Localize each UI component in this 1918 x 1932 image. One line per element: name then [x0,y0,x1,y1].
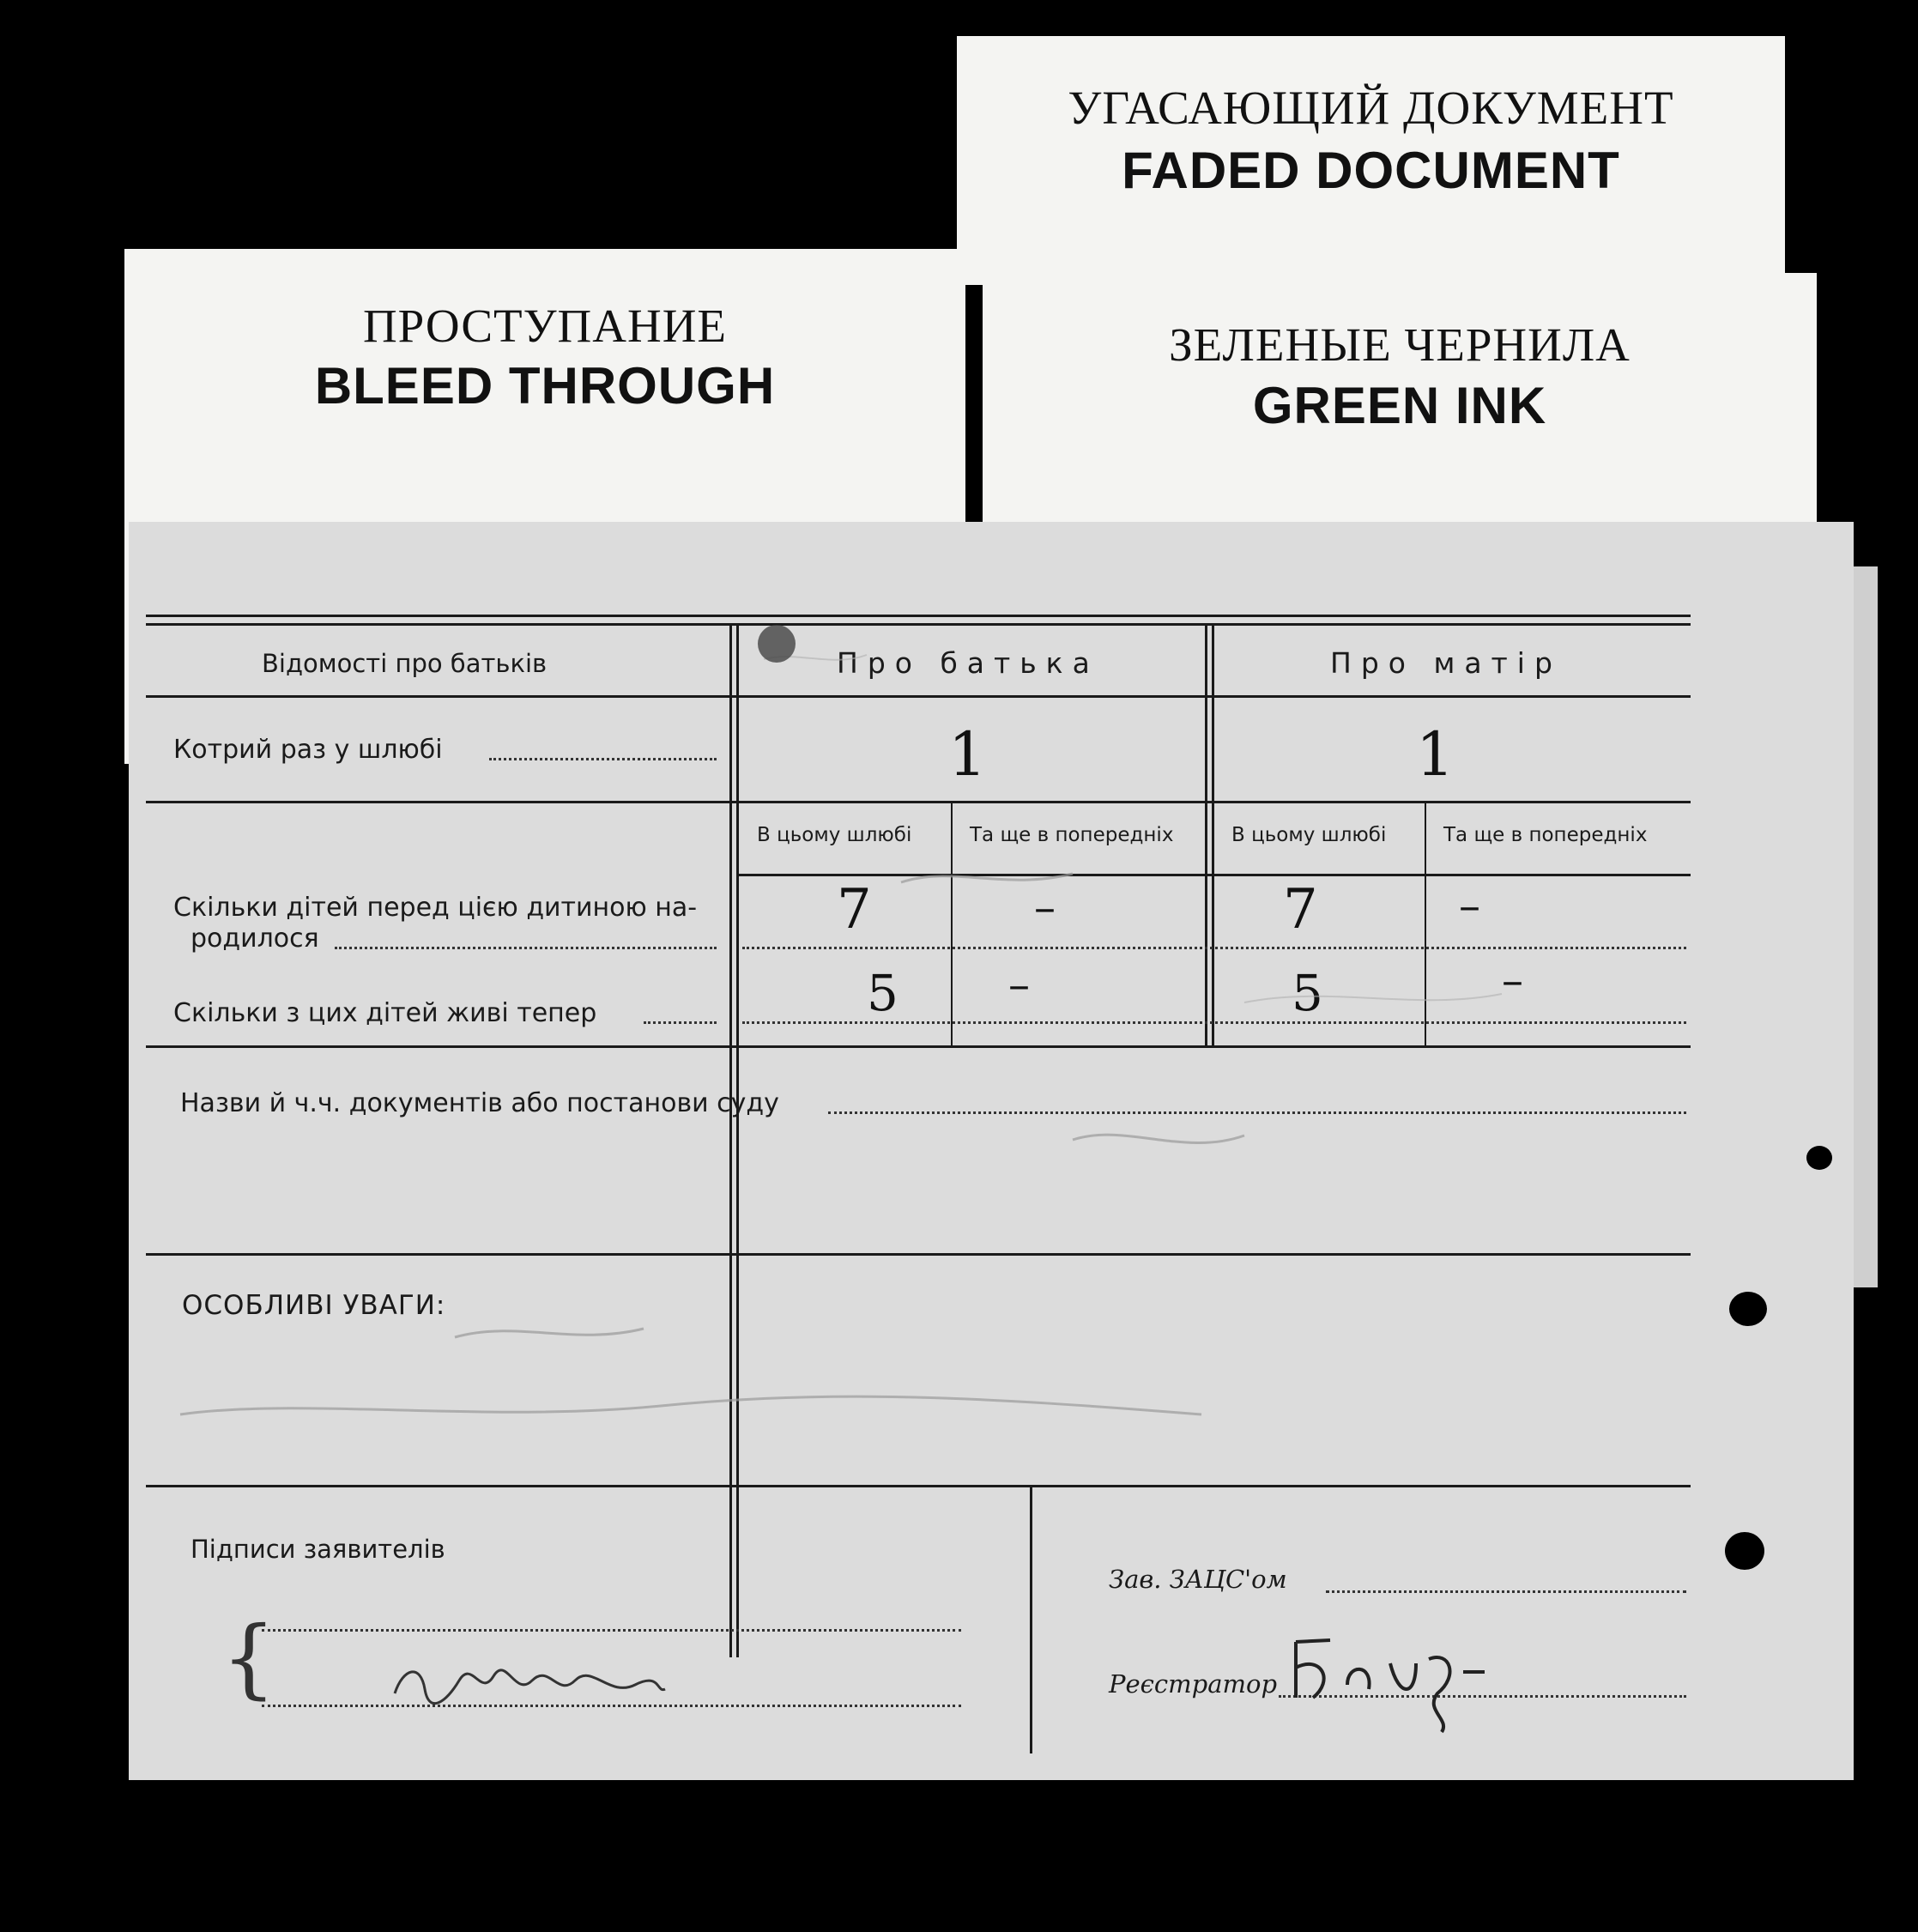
punch-hole [1725,1532,1764,1570]
registrar-label: Реєстратор [1109,1669,1278,1699]
subheader-mother-previous: Та ще в попередніх [1443,824,1648,846]
father-children-born-previous: – [1034,882,1056,932]
applicant-signature [386,1650,669,1715]
header-mother: Про матір [1330,646,1562,680]
label-ru: ПРОСТУПАНИЕ [362,300,728,352]
label-ru: УГАСАЮЩИЙ ДОКУМЕНТ [1068,82,1674,134]
marriage-count-label: Котрий раз у шлюбі [173,735,443,765]
form-sheet [129,522,1854,1780]
label-en: BLEED THROUGH [314,357,776,415]
mother-marriage-count: 1 [1416,719,1455,790]
documents-label: Назви й ч.ч. документів або постанови суду [180,1088,779,1118]
children-alive-label: Скільки з цих дітей живі тепер [173,998,597,1028]
subheader-father-previous: Та ще в попередніх [970,824,1174,846]
registrar-signature [1279,1616,1510,1736]
special-notes-label: ОСОБЛИВІ УВАГИ: [182,1290,446,1321]
punch-hole [1729,1292,1767,1326]
label-card-green-ink [983,273,1817,556]
label-en: GREEN INK [1252,377,1547,434]
label-ru: ЗЕЛЕНЫЕ ЧЕРНИЛА [1169,318,1631,371]
zags-head-label: Зав. ЗАЦС'ом [1109,1565,1287,1594]
subheader-father-in-marriage: В цьому шлюбі [757,824,912,846]
label-card-faded [957,36,1785,285]
punch-hole [1806,1146,1832,1170]
father-children-alive-previous: – [1008,960,1030,1009]
father-children-alive-in-marriage: 5 [867,964,898,1022]
signature-divider [1030,1487,1032,1753]
brace: { [221,1608,276,1708]
applicant-signatures-label: Підписи заявителів [191,1535,445,1564]
mother-children-born-in-marriage: 7 [1283,878,1318,942]
father-children-born-in-marriage: 7 [837,878,872,942]
header-father: Про батька [837,646,1099,680]
children-born-label-line2: родилося [191,924,319,954]
mother-children-born-previous: – [1459,881,1480,930]
subheader-mother-in-marriage: В цьому шлюбі [1231,824,1387,846]
mother-children-alive-in-marriage: 5 [1292,964,1323,1022]
zags-head-line [1326,1590,1686,1593]
mother-children-alive-previous: – [1502,955,1523,1005]
header-parents-info: Відомості про батьків [262,649,548,678]
signature-line [262,1629,961,1632]
rule [146,1485,1691,1487]
children-born-label-line1: Скільки дітей перед цією дитиною на- [173,893,698,923]
father-marriage-count: 1 [948,719,987,790]
label-en: FADED DOCUMENT [1122,142,1620,199]
